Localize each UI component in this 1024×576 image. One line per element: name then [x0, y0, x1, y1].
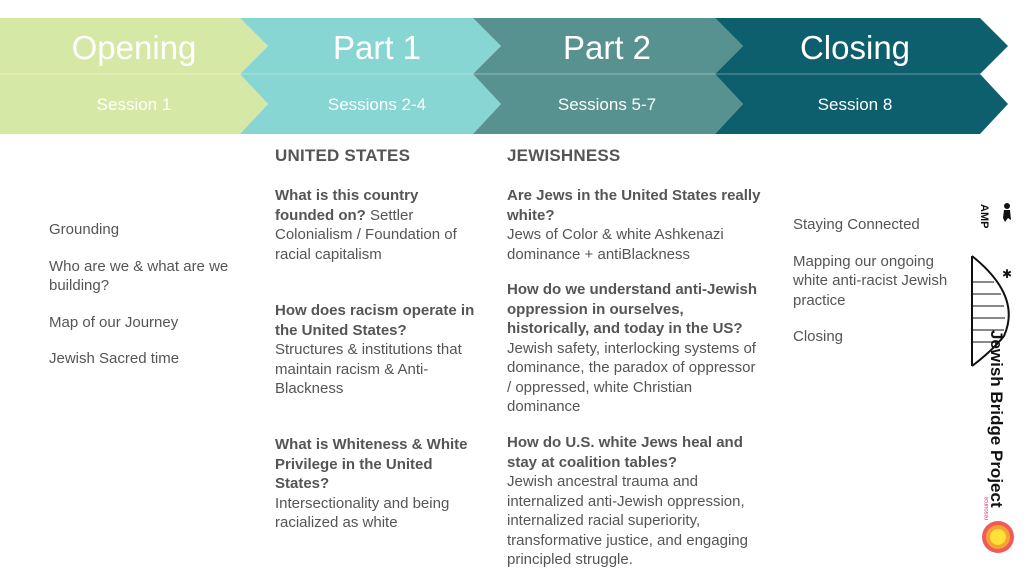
part2-answer: Jewish ancestral trauma and internalized anti-Jewish oppression, internalized racial superiority, transformative justice, and engaging principled struggle. [507, 473, 748, 568]
closing-item: Closing [793, 328, 844, 345]
opening-title: Opening [71, 29, 197, 66]
part1-block [275, 186, 475, 264]
part2-answer: Jewish safety, interlocking systems of dominance, the paradox of oppressor / oppressed, white Christian dominance [507, 339, 756, 415]
part1-session: Sessions 2-4 [327, 95, 427, 114]
brand-tag: resource [984, 496, 990, 520]
closing-session: Session 8 [817, 95, 893, 114]
brand-name: Jewish Bridge Project [987, 330, 1006, 508]
part2-title: Part 2 [562, 29, 652, 66]
part1-answer: Structures & institutions that maintain racism & Anti-Blackness [275, 341, 462, 397]
part2-heading: JEWISHNESS [507, 146, 621, 165]
opening-item: Grounding [49, 221, 120, 238]
closing-item: Mapping our ongoing white anti-racist Jewish practice [793, 252, 948, 309]
part1-question: How does racism operate in the United States? [275, 302, 475, 339]
opening-session: Session 1 [96, 95, 172, 114]
part1-answer: Intersectionality and being racialized as white [275, 494, 450, 531]
part2-question: Are Jews in the United States really white? [507, 187, 761, 224]
part1-question: What is Whiteness & White Privilege in the United States? [275, 436, 468, 492]
part2-question: How do U.S. white Jews heal and stay at coalition tables? [507, 434, 743, 471]
phase-chevron-banner [0, 0, 1024, 140]
part2-block [507, 433, 762, 570]
svg-text:✱: ✱ [1002, 267, 1013, 281]
closing-title: Closing [799, 29, 911, 66]
part1-answer: Settler Colonialism / Foundation of racial capitalism [275, 206, 457, 263]
part1-title: Part 1 [332, 29, 422, 66]
opening-column [49, 220, 229, 386]
closing-column [793, 215, 963, 364]
part1-question: What is this country founded on? [275, 187, 419, 224]
part1-block [275, 301, 475, 399]
part2-session: Sessions 5-7 [557, 95, 657, 114]
opening-item: Who are we & what are we building? [49, 257, 229, 294]
part1-block [275, 435, 475, 533]
closing-item: Staying Connected [793, 216, 920, 233]
amp-label: AMP [978, 204, 990, 229]
part2-answer: Jews of Color & white Ashkenazi dominance + antiBlackness [507, 226, 724, 263]
opening-item: Map of our Journey [49, 313, 179, 331]
part1-heading: UNITED STATES [275, 146, 411, 165]
part2-block [507, 280, 762, 417]
opening-item: Jewish Sacred time [49, 350, 180, 367]
part2-block [507, 186, 762, 264]
part2-question: How do we understand anti-Jewish oppression in ourselves, historically, and today in the US? [507, 281, 758, 337]
